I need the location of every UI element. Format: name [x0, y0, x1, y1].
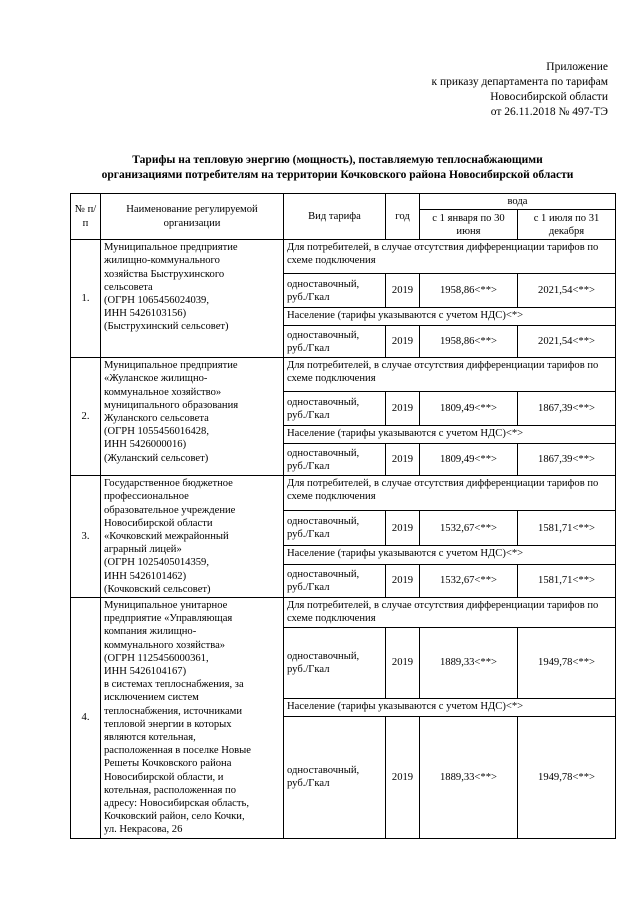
organization-line: (Быструхинский сельсовет): [104, 321, 229, 333]
tariff-kind: одноставочный, руб./Гкал: [284, 717, 386, 839]
organization-line: Муниципальное унитарное: [104, 600, 228, 612]
condition-general: Для потребителей, в случае отсутствия дифференциации тарифов по схеме подключения: [284, 476, 616, 511]
organization-line: Муниципальное предприятие: [104, 360, 238, 372]
organization-line: «Кочковский межрайонный: [104, 531, 229, 543]
title-line: Тарифы на тепловую энергию (мощность), поставляемую теплоснабжающими: [132, 154, 543, 166]
organization-line: Жуланского сельсовета: [104, 413, 209, 425]
condition-population: Население (тарифы указываются с учетом НДС)<*>: [284, 698, 616, 716]
tariff-h2: 1867,39<**>: [518, 392, 616, 426]
organization-line: Решеты Кочковского района: [104, 758, 232, 770]
tariff-h2: 2021,54<**>: [518, 274, 616, 308]
tariff-kind: одноставочный, руб./Гкал: [284, 511, 386, 546]
organization-line: (Кочковский сельсовет): [104, 583, 211, 595]
organization-line: ИНН 5426101462): [104, 570, 187, 582]
organization-line: (ОГРН 1065456024039,: [104, 295, 210, 307]
organization-line: хозяйства Быструхинского: [104, 268, 225, 280]
tariff-h1: 1532,67<**>: [420, 511, 518, 546]
annex-date-line: от 26.11.2018 № 497-ТЭ: [490, 106, 608, 118]
condition-population: Население (тарифы указываются с учетом НДС)<*>: [284, 308, 616, 326]
row-number: 1.: [71, 240, 101, 358]
organization-line: муниципального образования: [104, 399, 239, 411]
organization-line: Муниципальное предприятие: [104, 242, 238, 254]
organization-line: котельная, расположенная по: [104, 784, 237, 796]
condition-population: Население (тарифы указываются с учетом НДС)<*>: [284, 426, 616, 444]
organization-line: сельсовета: [104, 281, 153, 293]
tariff-h2: 1867,39<**>: [518, 444, 616, 476]
tariffs-table: [70, 193, 616, 839]
tariff-kind: одноставочный, руб./Гкал: [284, 564, 386, 597]
tariff-year: 2019: [386, 717, 420, 839]
organization-line: ИНН 5426000016): [104, 439, 187, 451]
organization-line: (ОГРН 1125456000361,: [104, 652, 209, 664]
organization-line: Новосибирской области, и: [104, 771, 224, 783]
table-body: [71, 240, 616, 838]
tariff-year: 2019: [386, 511, 420, 546]
tariff-h2: 2021,54<**>: [518, 326, 616, 358]
organization-line: (ОГРН 1055456016428,: [104, 426, 210, 438]
organization-line: профессиональное: [104, 491, 189, 503]
header-kind: Вид тарифа: [284, 194, 386, 240]
condition-population: Население (тарифы указываются с учетом НДС)<*>: [284, 546, 616, 565]
organization-line: жилищно-коммунального: [104, 255, 220, 267]
organization-cell: [101, 358, 284, 476]
organization-line: ИНН 5426104167): [104, 666, 187, 678]
tariff-h2: 1949,78<**>: [518, 627, 616, 698]
organization-line: (ОГРН 1025405014359,: [104, 557, 210, 569]
tariff-h2: 1581,71<**>: [518, 511, 616, 546]
organization-line: предприятие «Управляющая: [104, 613, 233, 625]
organization-line: (Жуланский сельсовет): [104, 452, 209, 464]
organization-line: аграрный лицей»: [104, 544, 182, 556]
organization-line: Новосибирской области: [104, 517, 213, 529]
organization-line: теплоснабжения, источниками: [104, 705, 243, 717]
table-row: [71, 598, 616, 628]
tariff-year: 2019: [386, 274, 420, 308]
header-org: Наименование регулируемой организации: [101, 194, 284, 240]
condition-general: Для потребителей, в случае отсутствия дифференциации тарифов по схеме подключения: [284, 358, 616, 392]
tariff-h2: 1949,78<**>: [518, 717, 616, 839]
annex-line: Приложение: [546, 61, 608, 73]
annex-block: [431, 60, 608, 120]
header-year: год: [386, 194, 420, 240]
organization-line: в системах теплоснабжения, за: [104, 679, 244, 691]
organization-line: «Жуланское жилищно-: [104, 373, 208, 385]
tariff-h2: 1581,71<**>: [518, 564, 616, 597]
tariff-h1: 1532,67<**>: [420, 564, 518, 597]
organization-line: коммунальное хозяйство»: [104, 386, 222, 398]
condition-general: Для потребителей, в случае отсутствия дифференциации тарифов по схеме подключения: [284, 598, 616, 628]
header-num: № п/п: [71, 194, 101, 240]
row-number: 3.: [71, 476, 101, 598]
annex-line: к приказу департамента по тарифам: [431, 76, 608, 88]
organization-line: исключением систем: [104, 692, 199, 704]
header-period-1: с 1 января по 30 июня: [420, 210, 518, 240]
tariff-kind: одноставочный, руб./Гкал: [284, 326, 386, 358]
tariff-h1: 1889,33<**>: [420, 717, 518, 839]
document-title: [60, 153, 615, 183]
header-group-water: вода: [420, 194, 616, 210]
tariff-year: 2019: [386, 444, 420, 476]
tariff-year: 2019: [386, 326, 420, 358]
tariff-year: 2019: [386, 627, 420, 698]
organization-line: тепловой энергии в которых: [104, 718, 232, 730]
organization-line: ул. Некрасова, 26: [104, 824, 183, 836]
tariff-h1: 1809,49<**>: [420, 444, 518, 476]
organization-cell: [101, 476, 284, 598]
tariff-h1: 1889,33<**>: [420, 627, 518, 698]
annex-line: Новосибирской области: [490, 91, 608, 103]
header-row: [71, 194, 616, 210]
row-number: 2.: [71, 358, 101, 476]
organization-line: коммунального хозяйства»: [104, 639, 226, 651]
tariff-year: 2019: [386, 564, 420, 597]
organization-line: Кочковский район, село Кочки,: [104, 811, 245, 823]
organization-line: расположенная в поселке Новые: [104, 745, 251, 757]
tariff-kind: одноставочный, руб./Гкал: [284, 392, 386, 426]
organization-line: являются котельная,: [104, 732, 196, 744]
condition-general: Для потребителей, в случае отсутствия дифференциации тарифов по схеме подключения: [284, 240, 616, 274]
organization-cell: [101, 598, 284, 839]
table-row: [71, 476, 616, 511]
header-period-2: с 1 июля по 31 декабря: [518, 210, 616, 240]
row-number: 4.: [71, 598, 101, 839]
organization-line: ИНН 5426103156): [104, 308, 187, 320]
tariff-year: 2019: [386, 392, 420, 426]
organization-line: адресу: Новосибирская область,: [104, 798, 249, 810]
title-line: организациями потребителям на территории Кочковского района Новосибирской области: [101, 169, 574, 181]
tariff-kind: одноставочный, руб./Гкал: [284, 444, 386, 476]
organization-cell: [101, 240, 284, 358]
tariff-kind: одноставочный, руб./Гкал: [284, 627, 386, 698]
table-row: [71, 358, 616, 392]
tariff-h1: 1809,49<**>: [420, 392, 518, 426]
organization-line: Государственное бюджетное: [104, 478, 233, 490]
organization-line: компания жилищно-: [104, 626, 197, 638]
organization-line: образовательное учреждение: [104, 504, 236, 516]
tariff-h1: 1958,86<**>: [420, 326, 518, 358]
table-row: [71, 240, 616, 274]
tariff-kind: одноставочный, руб./Гкал: [284, 274, 386, 308]
tariff-h1: 1958,86<**>: [420, 274, 518, 308]
